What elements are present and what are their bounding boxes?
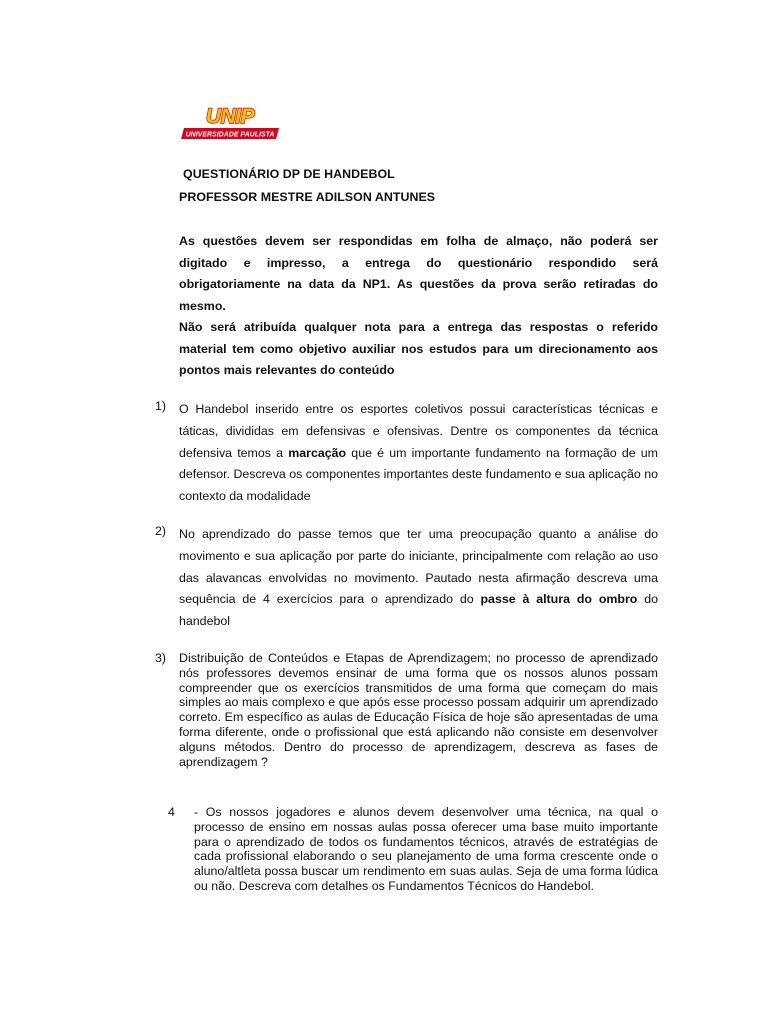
- question-text-part: O Handebol inserido entre os esportes coletivos possui características técnicas e táticas, divididas em defensivas e ofensivas. Dentre os componentes da técnica defensiva temos a: [179, 402, 658, 460]
- question-text: [179, 399, 658, 508]
- question-number: 1): [155, 399, 167, 413]
- logo-wordmark: UNIP: [205, 106, 255, 128]
- question-text-part: do handebol: [179, 592, 659, 629]
- question-number: 4: [168, 805, 175, 819]
- question-text: Distribuição de Conteúdos e Etapas de Aprendizagem; no processo de aprendizado nós professores devemos ensinar de uma forma que os nossos alunos possam compreender que os exercícios transmitidos de uma forma que começam do mais simples ao mais complexo e que após esse processo possam adquirir um aprendizado correto. Em específico as aulas de Educação Física de hoje são apresentadas de uma forma diferente, onde o profissional que está aplicando não consiste em desenvolver alguns métodos. Dentro do processo de aprendizagem, descreva as fases de aprendizagem ?: [179, 651, 658, 769]
- instructions-paragraph-1: As questões devem ser respondidas em folha de almaço, não poderá ser digitado e impresso, a entrega do questionário respondido será obrigatoriamente na data da NP1. As questões da prova serão retiradas do mesmo.: [179, 234, 658, 313]
- instructions: [179, 231, 658, 382]
- question-text: [179, 524, 658, 633]
- question-text-part: que é um importante fundamento na formação de um defensor. Descreva os componentes importantes deste fundamento e sua aplicação no contexto da modalidade: [179, 445, 658, 504]
- instructions-paragraph-2: Não será atribuída qualquer nota para a entrega das respostas o referido material tem como objetivo auxiliar nos estudos para um direcionamento aos pontos mais relevantes do conteúdo: [179, 320, 658, 377]
- question-number: 3): [155, 651, 167, 665]
- unip-logo: [180, 106, 280, 140]
- question-text: - Os nossos jogadores e alunos devem desenvolver uma técnica, na qual o processo de ensino em nossas aulas possa oferecer uma base muito importante para o aprendizado de todos os fundamentos técnicos, através de estratégias de cada profissional elaborando o seu planejamento de uma forma crescente onde o aluno/altleta possa buscar um rendimento em suas aulas. Seja de uma forma lúdica ou não. Descreva com detalhes os Fundamentos Técnicos do Handebol.: [194, 805, 658, 893]
- question-emphasis: marcação: [288, 445, 347, 460]
- questionnaire-title: QUESTIONÁRIO DP DE HANDEBOL: [183, 167, 395, 181]
- logo-tagline: UNIVERSIDADE PAULISTA: [185, 131, 275, 139]
- question-number: 2): [155, 524, 167, 538]
- unip-logo-graphic: [180, 106, 280, 140]
- question-text-part: No aprendizado do passe temos que ter uma preocupação quanto a análise do movimento e sua aplicação por parte do iniciante, principalmente com relação ao uso das alavancas envolvidas no movimento. Pautado nesta afirmação descreva uma sequência de 4 exercícios para o aprendizado do: [179, 527, 658, 607]
- professor-name: PROFESSOR MESTRE ADILSON ANTUNES: [179, 190, 436, 204]
- question-emphasis: passe à altura do ombro: [480, 592, 638, 607]
